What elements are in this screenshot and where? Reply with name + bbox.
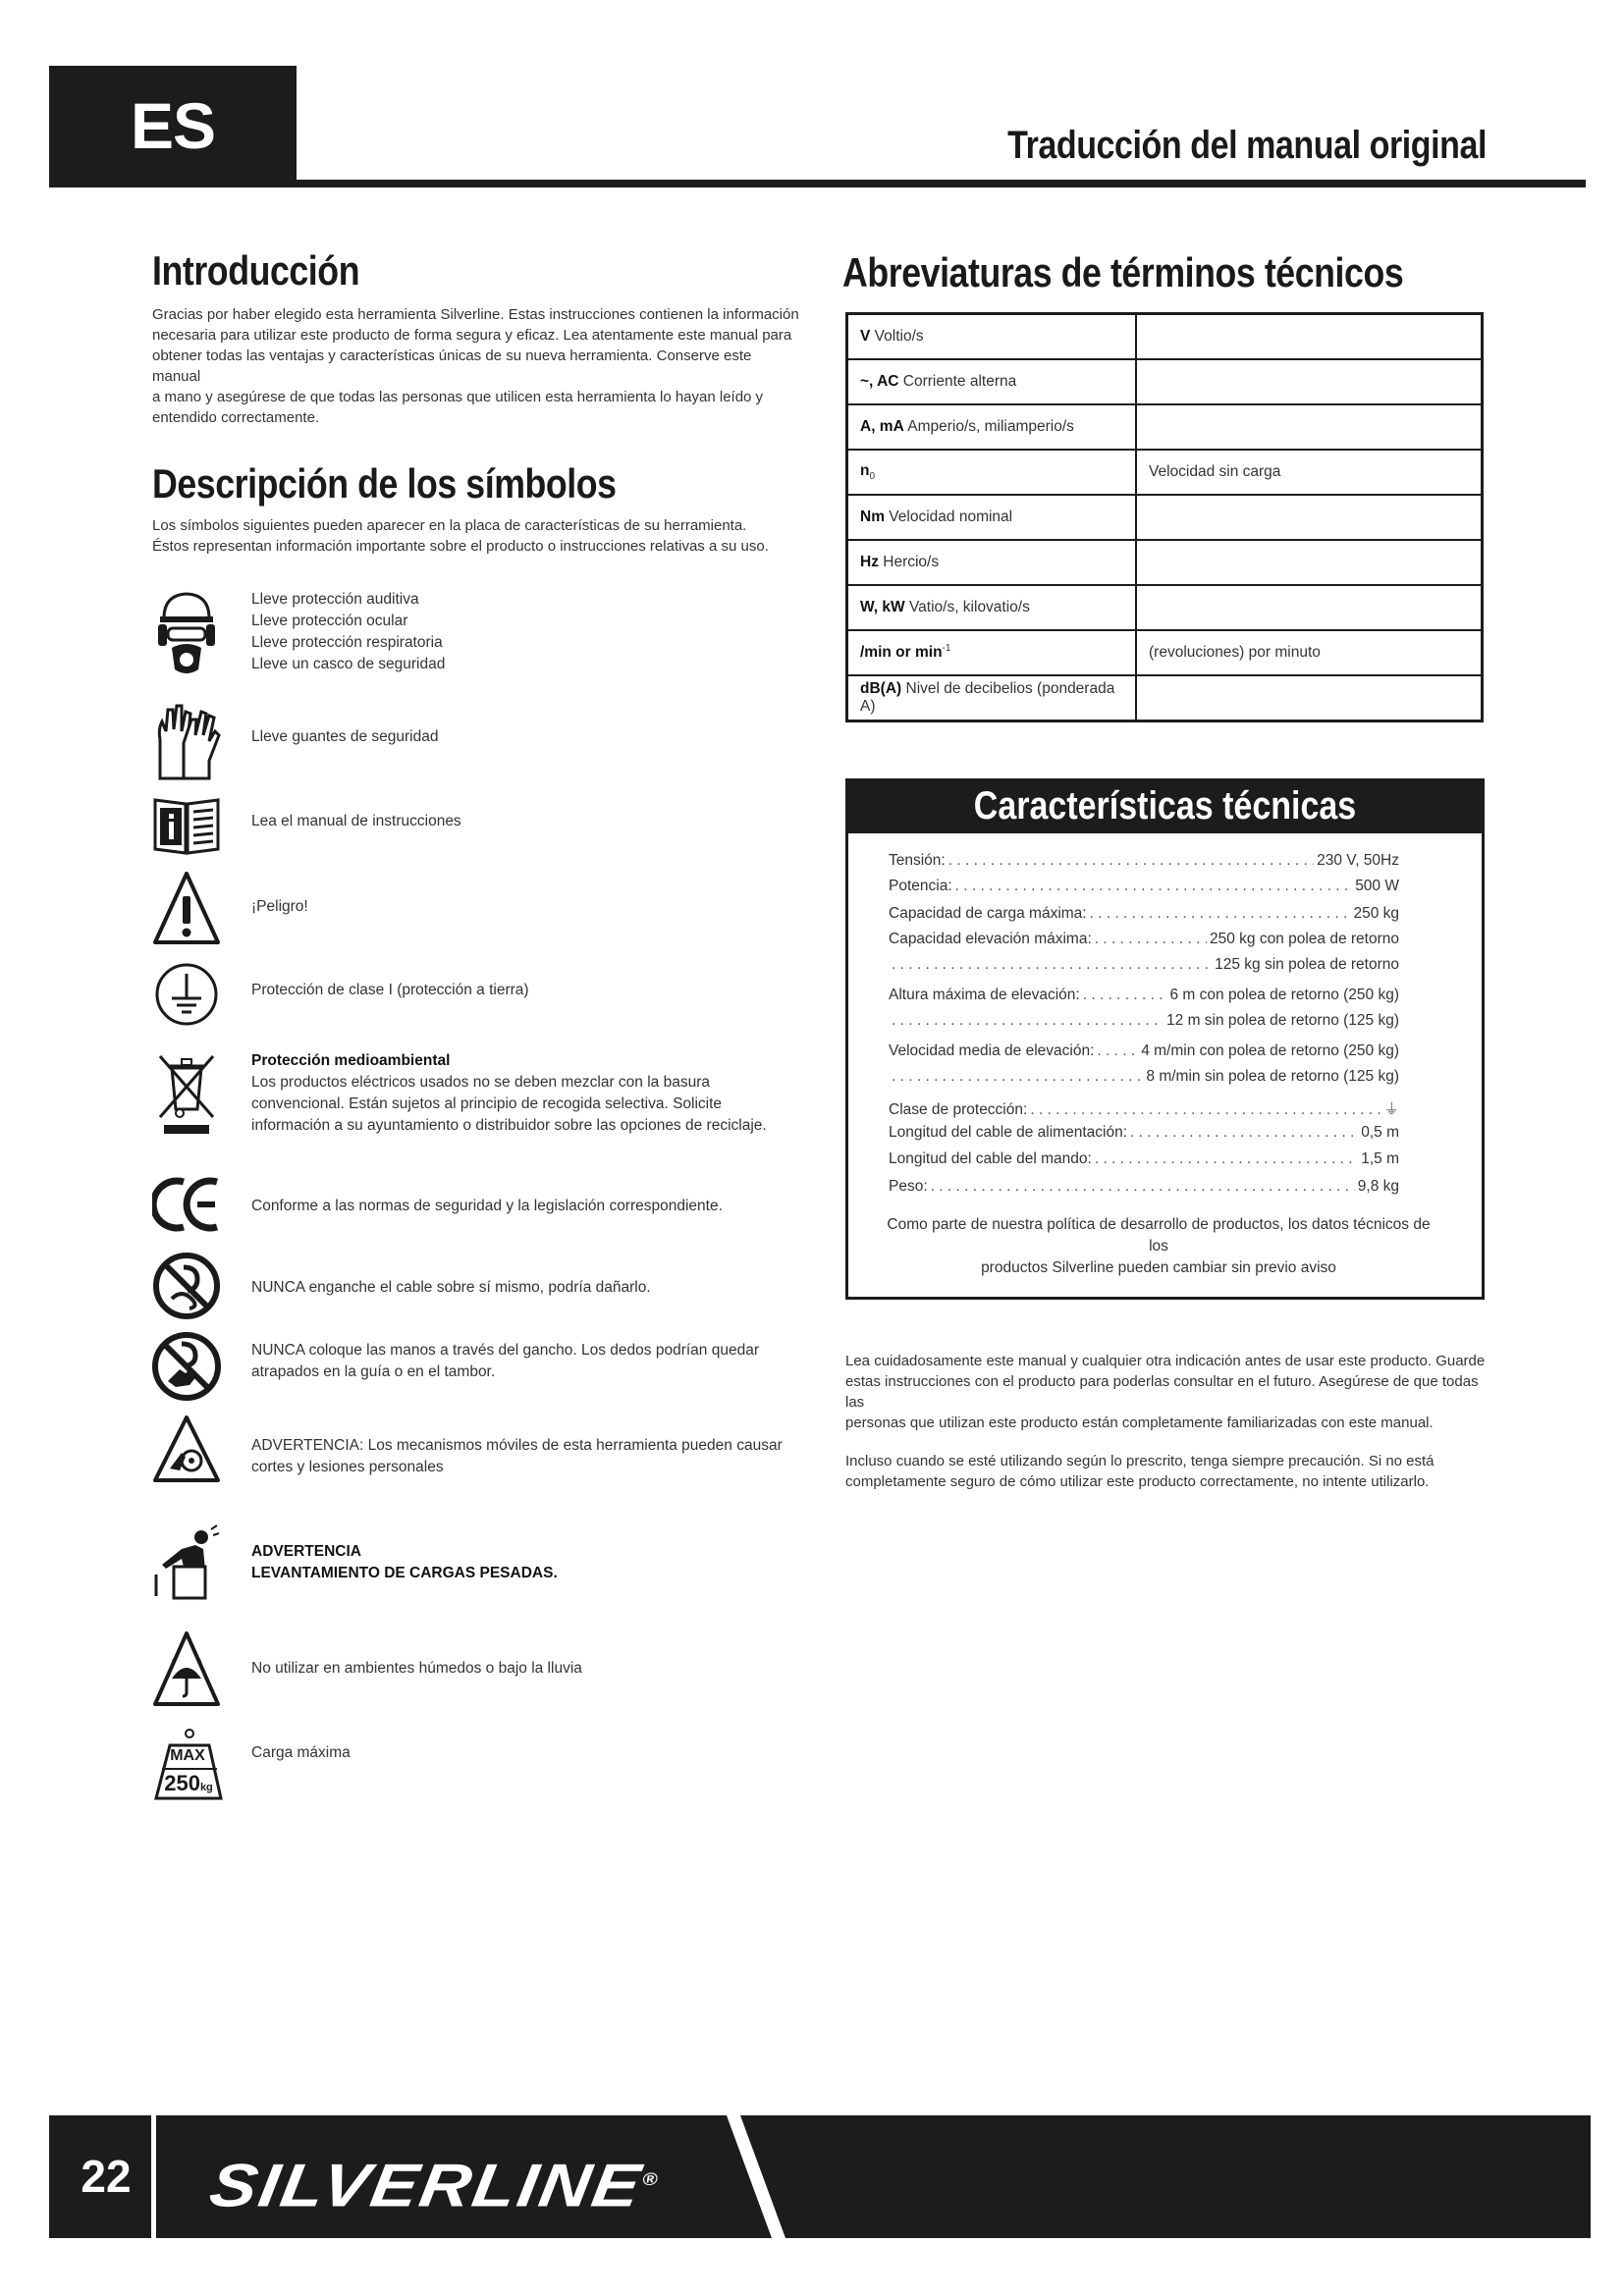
intro-heading: Introducción [152,247,360,294]
table-row: W, kW Vatio/s, kilovatio/s [847,585,1483,630]
protective-gear-icon [152,589,221,682]
specs-note: Como parte de nuestra política de desarrollo de productos, los datos técnicos de los productos Silverline pueden cambiar sin previo aviso [887,1216,1431,1276]
class-i-earth-icon [152,962,221,1027]
symbol-gloves-text: Lleve guantes de seguridad [251,728,439,745]
spec-row: Velocidad media de elevación: . . . 4 m/min con polea de retorno (250 kg) [889,1042,1399,1068]
no-hands-hook-icon [152,1330,221,1403]
symbol-no-rain-text: No utilizar en ambientes húmedos o bajo la lluvia [251,1660,582,1677]
spec-row: . . . 12 m sin polea de retorno (125 kg) [889,1012,1399,1038]
symbol-no-hook-cable-text: NUNCA enganche el cable sobre sí mismo, podría dañarlo. [251,1279,651,1296]
max-label: MAX [170,1747,205,1764]
spec-row: . . . 8 m/min sin polea de retorno (125 kg) [889,1068,1399,1094]
table-row: Hz Hercio/s [847,540,1483,585]
spec-row: Potencia: . . . 500 W [889,878,1399,903]
symbol-max-load-text: Carga máxima [251,1744,351,1761]
max-load-value: 250kg [164,1771,213,1795]
danger-icon [152,869,221,947]
table-row: dB(A) Nivel de decibelios (ponderada A) [847,675,1483,721]
symbol-heavy-lifting-text: ADVERTENCIA LEVANTAMIENTO DE CARGAS PESADAS. [251,1543,558,1581]
symbol-ce-text: Conforme a las normas de seguridad y la legislación correspondiente. [251,1198,723,1214]
table-row: Nm Velocidad nominal [847,495,1483,540]
spec-row: Capacidad de carga máxima: . . . 250 kg [889,905,1399,931]
symbol-no-hands-text: NUNCA coloque las manos a través del gancho. Los dedos podrían quedar atrapados en la guía o en el tambor. [251,1342,759,1380]
symbol-class-i-text: Protección de clase I (protección a tierra) [251,982,529,998]
spec-row: . . . 125 kg sin polea de retorno [889,956,1399,982]
symbol-danger-text: ¡Peligro! [251,898,308,915]
spec-row: Clase de protección: . . . ⏚ [889,1097,1399,1123]
spec-row: Longitud del cable del mando: . . . 1,5 m [889,1150,1399,1176]
manual-icon [152,790,221,859]
class-i-symbol: ⏚ [1383,1101,1399,1118]
moving-parts-warning-icon [152,1414,221,1484]
symbols-heading: Descripción de los símbolos [152,460,617,507]
footer-separator [151,2115,156,2238]
spec-row: Tensión: . . . 230 V, 50Hz [889,852,1399,878]
usage-paragraph: Lea cuidadosamente este manual y cualquier otra indicación antes de usar este producto. Guarde estas instrucciones con el producto para poderlas consultar en el futuro. Asegúrese de que todas las personas que utilizan este producto están completamente familiarizadas con este manual. [845,1353,1486,1431]
heavy-lifting-icon [152,1523,221,1600]
spec-row: Longitud del cable de alimentación: . . . 0,5 m [889,1124,1399,1149]
spec-row: Peso: . . . 9,8 kg [889,1178,1399,1203]
symbols-intro: Los símbolos siguientes pueden aparecer en la placa de características de su herramienta. Éstos representan información importante sobre el producto o instrucciones relativas a su uso. [152,517,769,555]
spec-row: Altura máxima de elevación: . . . 6 m con polea de retorno (250 kg) [889,987,1399,1012]
table-row: ~, AC Corriente alterna [847,359,1483,404]
symbol-manual-text: Lea el manual de instrucciones [251,813,461,829]
ce-mark-icon [152,1170,221,1239]
header-rule [49,180,1586,187]
symbol-environment-text: Protección medioambiental Los productos eléctricos usados no se deben mezclar con la basura convencional. Están sujetos al principio de recogida selectiva. Solicite información a su ayuntamiento o distribuidor sobre las opciones de reciclaje. [251,1052,767,1134]
table-row: V Voltio/s [847,314,1483,360]
no-hook-cable-icon [152,1252,221,1320]
specs-heading: Características técnicas [973,784,1357,828]
page-number: 22 [81,2151,132,2202]
weee-bin-icon [152,1048,221,1137]
max-load-icon [152,1728,223,1800]
table-row: /min or $\min^{-1}$ (revoluciones) por minuto [847,630,1483,675]
language-code: ES [130,89,216,162]
table-row: $n_0$ Velocidad sin carga [847,450,1483,495]
abbreviations-table [845,312,1484,722]
footer-stripe [727,2115,1591,2238]
symbol-moving-parts-text: ADVERTENCIA: Los mecanismos móviles de esta herramienta pueden causar cortes y lesiones personales [251,1437,783,1475]
header-title: Traducción del manual original [1007,124,1487,167]
gloves-icon [152,702,221,780]
spec-row: Capacidad elevación máxima: . . . 250 kg con polea de retorno [889,931,1399,956]
caution-paragraph: Incluso cuando se esté utilizando según lo prescrito, tenga siempre precaución. Si no está completamente seguro de cómo utilizar este producto correctamente, no intente utilizarlo. [845,1453,1435,1490]
abbreviations-heading: Abreviaturas de términos técnicos [842,249,1404,295]
symbol-protective-gear-text: Lleve protección auditiva Lleve protección ocular Lleve protección respiratoria Lleve un casco de seguridad [251,591,446,672]
table-row: A, mA Amperio/s, miliamperio/s [847,404,1483,450]
no-rain-icon [152,1629,221,1708]
brand-logo: SILVERLINE® [204,2152,662,2220]
intro-paragraph: Gracias por haber elegido esta herramienta Silverline. Estas instrucciones contienen la información necesaria para utilizar este producto de forma segura y eficaz. Lea atentamente este manual para obtener todas las ventajas y características únicas de su nueva herramienta. Conserve este manual a mano y asegúrese de que todas las personas que utilicen esta herramienta lo hayan leído y entendido correctamente. [152,306,799,426]
